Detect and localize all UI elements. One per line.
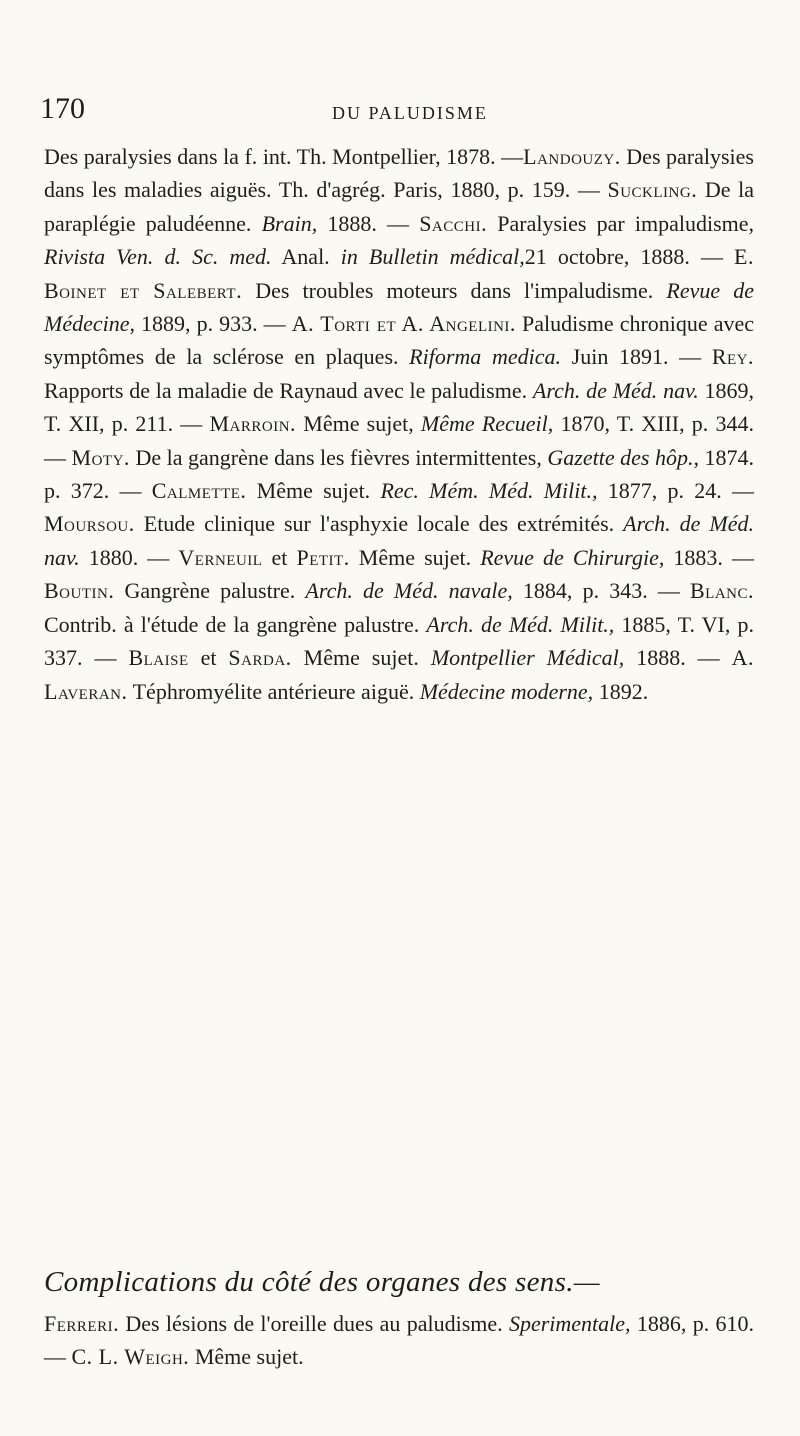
author-name: Suckling. (607, 177, 698, 203)
section-heading: Complications du côté des organes des sens.— (44, 1266, 600, 1298)
citation-text: et (262, 544, 297, 570)
journal-title: Gazette des hôp., (547, 444, 699, 470)
citation-text: 1880. — (79, 544, 179, 570)
citation-text: Paludisme chronique avec symptômes de la sclérose en plaques. (44, 311, 754, 370)
citation-text: Des paralysies dans les maladies aiguës. Th. d'agrég. Paris, 1880, p. 159. — (44, 144, 754, 203)
section-text (44, 1307, 754, 1374)
journal-title: Sperimentale, (508, 1311, 631, 1336)
running-head: DU PALUDISME (332, 103, 488, 123)
journal-title: Riforma medica. (409, 344, 561, 370)
bibliography-text (44, 140, 754, 708)
journal-title: Arch. de Méd. navale, (305, 578, 513, 604)
citation-text: 21 octobre, 1888. — (524, 244, 735, 270)
author-name: Boutin. (44, 578, 115, 604)
citation-text: 1874. p. 372. — (44, 444, 755, 504)
citation-text: et (188, 645, 229, 671)
journal-title: Arch. de Méd. nav. (44, 511, 754, 570)
citation-text: Contrib. à l'étude de la gangrène palustre. (44, 611, 427, 637)
citation-text: Rapports de la maladie de Raynaud avec le paludisme. (44, 377, 533, 403)
author-name: Blanc. (690, 578, 755, 604)
author-name: C. L. Weigh. (71, 1344, 190, 1370)
author-name: A. Torti et A. Angelini. (291, 311, 516, 337)
author-name: Rey. (711, 344, 754, 370)
author-name: Sarda. (228, 645, 292, 671)
journal-title: Arch. de Méd. Milit., (426, 611, 615, 637)
author-name: Blaise (128, 645, 189, 671)
citation-text: Même sujet. (349, 544, 481, 570)
citation-text: 1884, p. 343. — (512, 578, 690, 604)
author-name: Marroin. (209, 411, 297, 437)
citation-text: De la paraplégie paludéenne. (44, 177, 754, 236)
author-name: Verneuil (178, 544, 263, 570)
citation-text: 1888. — (317, 210, 420, 236)
journal-title: Rivista Ven. d. Sc. med. (44, 244, 272, 270)
author-name: E. Boinet et Salebert. (44, 244, 754, 303)
citation-text: 1870, T. XIII, p. 344. — (44, 411, 754, 470)
citation-text: 1892. (593, 678, 649, 704)
citation-text: Des paralysies dans la f. int. Th. Montpellier, 1878. — (44, 144, 524, 169)
journal-title: Montpellier Médical, (430, 645, 625, 671)
citation-text: De la gangrène dans les fièvres intermittentes, (129, 444, 548, 470)
page-number: 170 (40, 92, 85, 125)
author-name: Sacchi. (419, 210, 488, 236)
citation-text: Gangrène palustre. (114, 578, 306, 604)
citation-text: Téphromyélite antérieure aiguë. (127, 678, 420, 704)
author-name: A. Laveran. (44, 645, 755, 704)
citation-text: Paralysies par impaludisme, (487, 210, 755, 236)
author-name: Ferreri. (44, 1311, 120, 1336)
citation-text: 1888. — (624, 645, 732, 671)
journal-title: Médecine moderne, (419, 678, 594, 704)
journal-title: in Bulletin médical, (340, 244, 525, 270)
citation-text: Même sujet. (246, 478, 381, 504)
author-name: Moursou. (44, 511, 135, 537)
bibliography-paragraph (44, 140, 754, 708)
journal-title: Revue de Médecine, (44, 277, 755, 337)
citation-text: Des troubles moteurs dans l'impaludisme. (242, 277, 667, 303)
citation-text: 1885, T. VI, p. 337. — (44, 611, 754, 671)
citation-text: Anal. (271, 244, 341, 270)
citation-text: Etude clinique sur l'asphyxie locale des extrémités. (134, 511, 624, 537)
author-name: Petit. (296, 544, 350, 570)
journal-title: Revue de Chirurgie, (480, 544, 665, 570)
citation-text: 1889, p. 933. — (135, 311, 292, 337)
citation-text: 1869, T. XII, p. 211. — (44, 377, 755, 437)
citation-text: 1886, p. 610. — (44, 1311, 754, 1370)
citation-text: Des lésions de l'oreille dues au paludisme. (119, 1311, 509, 1336)
author-name: Calmette. (151, 478, 247, 504)
journal-title: Même Recueil, (420, 411, 554, 437)
journal-title: Rec. Mém. Méd. Milit., (380, 478, 598, 504)
section-paragraph (44, 1307, 754, 1374)
citation-text: Juin 1891. — (560, 344, 712, 370)
author-name: Landouzy. (523, 144, 621, 169)
citation-text: 1883. — (664, 544, 755, 570)
citation-text: Même sujet. (291, 645, 431, 671)
citation-text: Même sujet. (189, 1344, 304, 1370)
citation-text: Même sujet, (296, 411, 421, 437)
journal-title: Brain, (261, 210, 318, 236)
citation-text: 1877, p. 24. — (597, 478, 754, 504)
journal-title: Arch. de Méd. nav. (532, 377, 699, 403)
author-name: Moty. (71, 444, 130, 470)
